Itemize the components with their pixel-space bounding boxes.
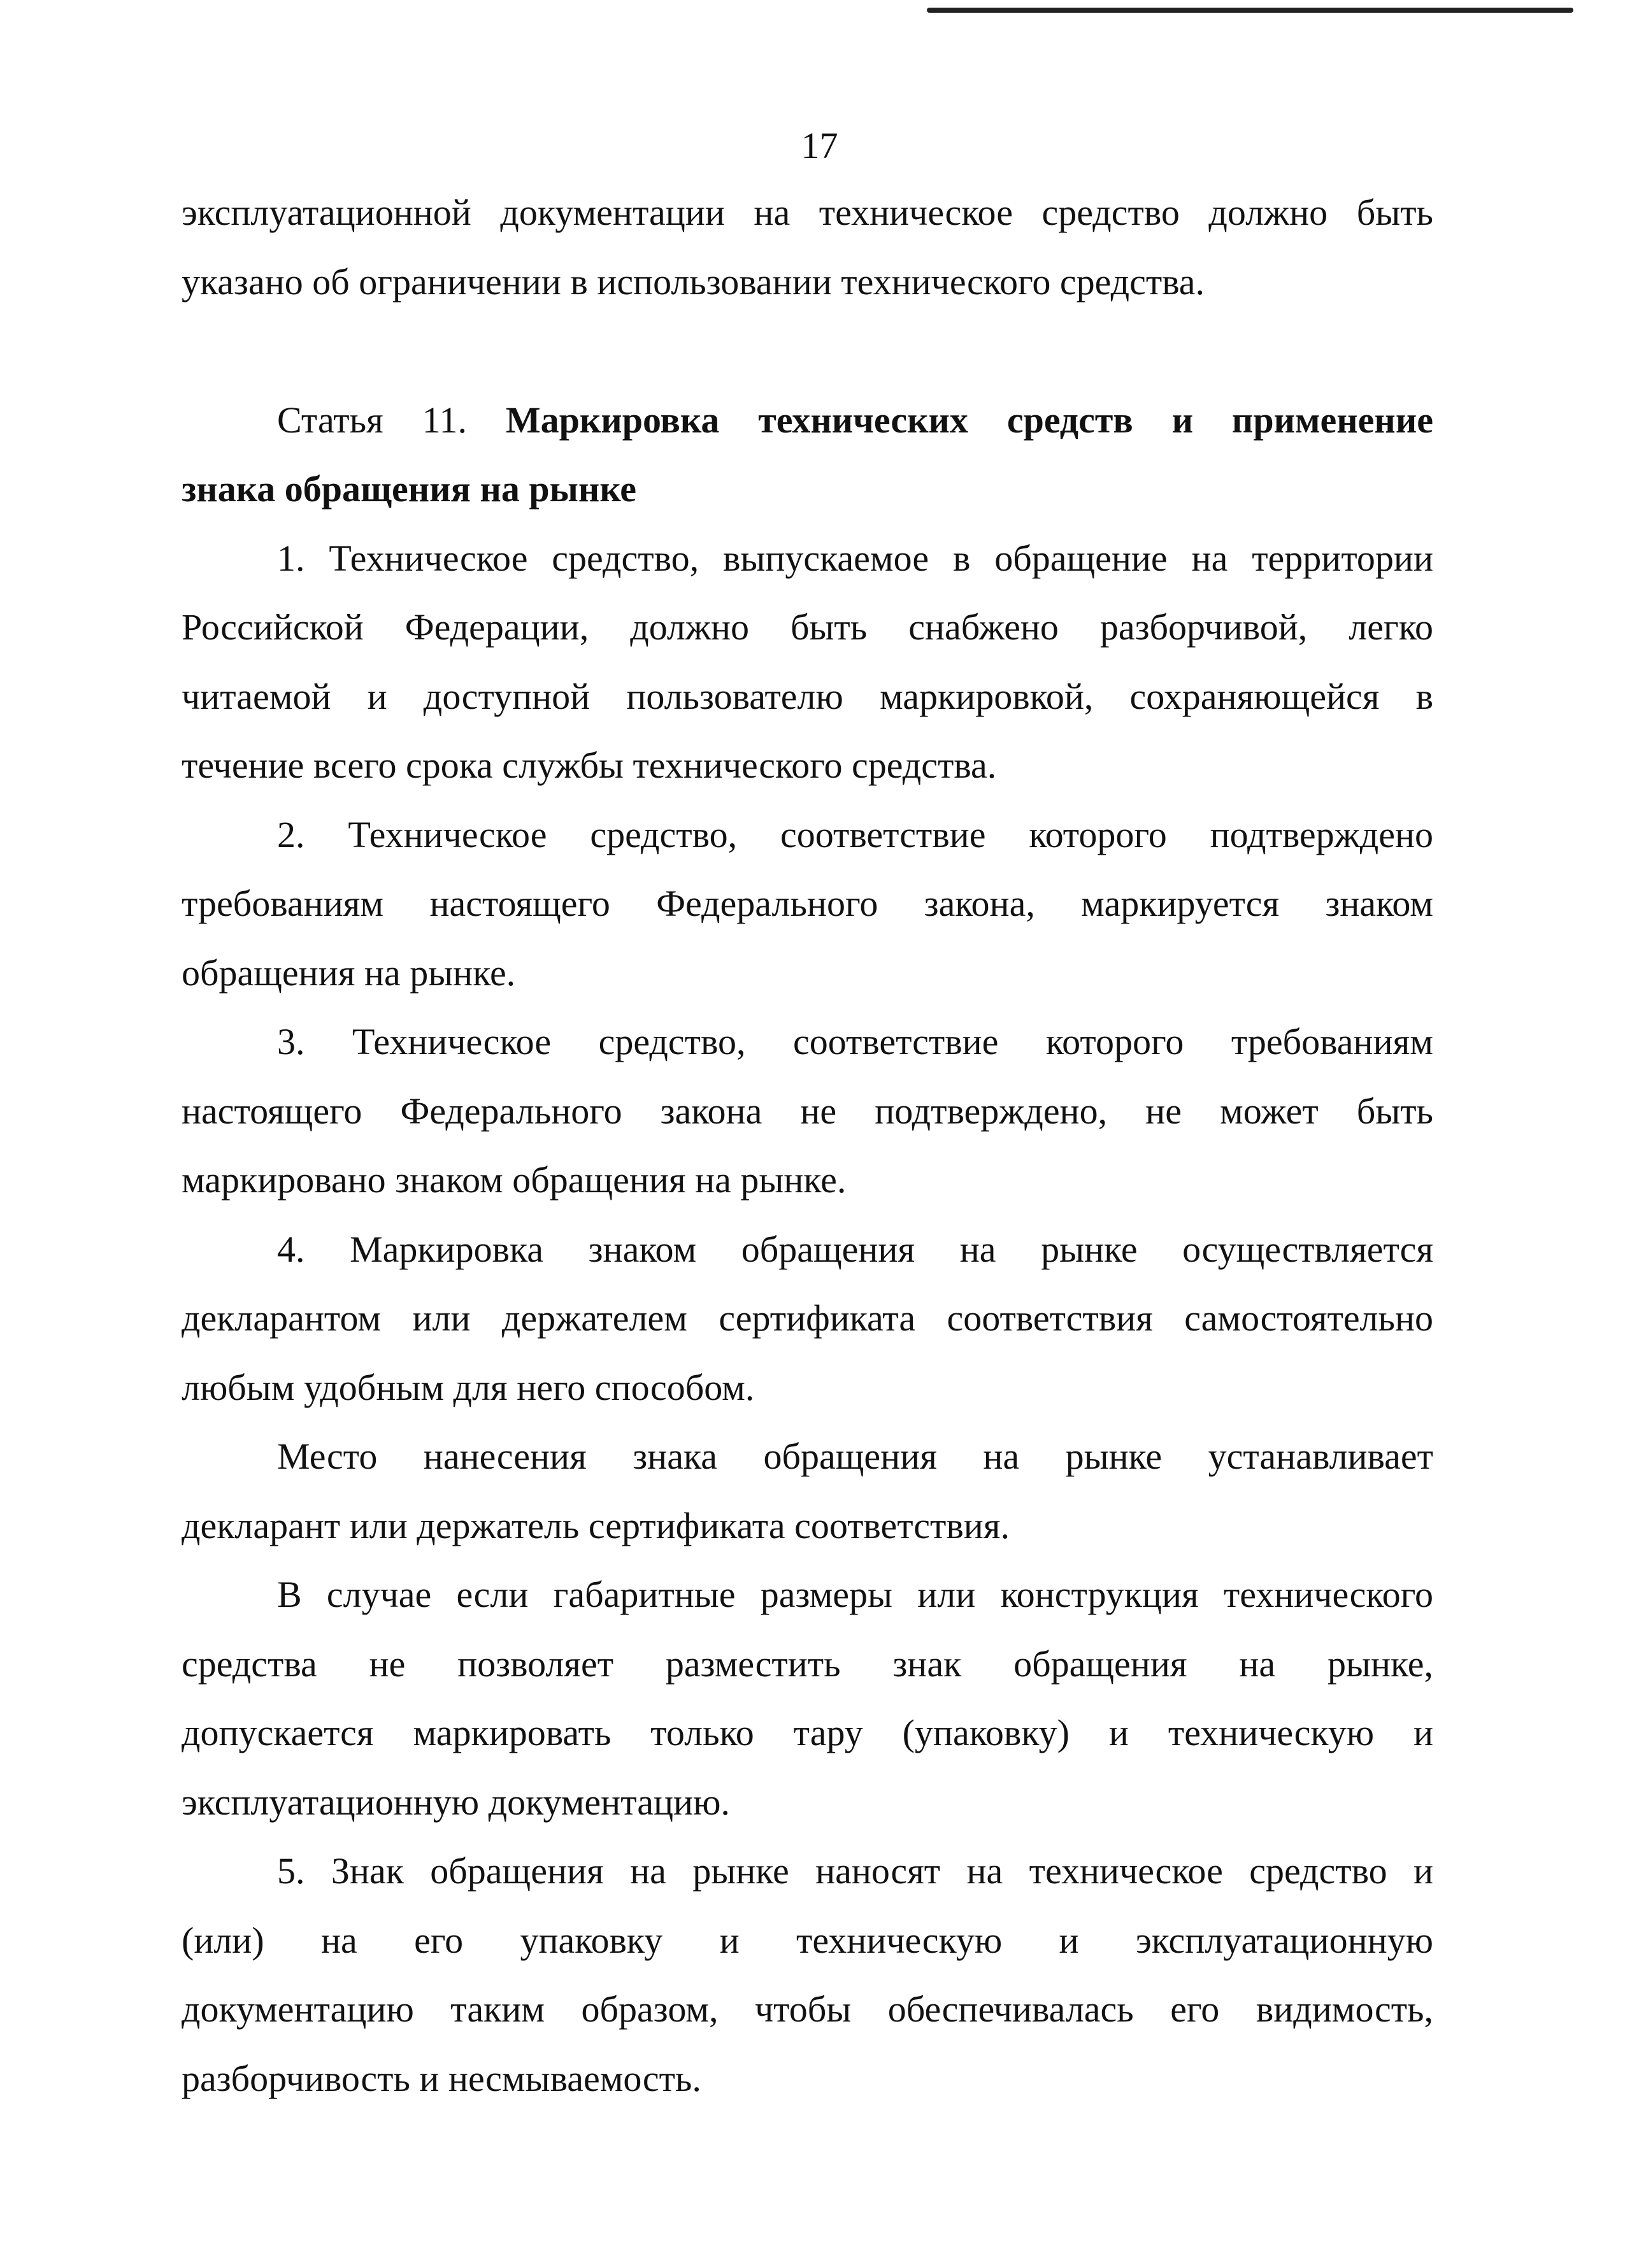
paragraph-line: Место нанесения знака обращения на рынке устанавливает xyxy=(277,1436,1433,1477)
paragraph-line: 1. Техническое средство, выпускаемое в обращение на территории xyxy=(277,537,1433,579)
paragraph-line: маркировано знаком обращения на рынке. xyxy=(182,1159,847,1201)
article-title: Маркировка технических средств и применение xyxy=(505,399,1433,441)
top-rule-line xyxy=(927,8,1573,13)
paragraph-line: декларант или держатель сертификата соответствия. xyxy=(182,1504,1010,1546)
paragraph-line: В случае если габаритные размеры или конструкция технического xyxy=(277,1574,1433,1615)
paragraph-line: эксплуатационной документации на техническое средство должно быть xyxy=(182,192,1433,233)
paragraph-line: 5. Знак обращения на рынке наносят на техническое средство и xyxy=(277,1850,1433,1892)
paragraph-line: течение всего срока службы технического средства. xyxy=(182,745,997,786)
article-heading xyxy=(182,386,1433,455)
paragraph-line: допускается маркировать только тару (упаковку) и техническую и xyxy=(182,1712,1433,1753)
paragraph-line: эксплуатационную документацию. xyxy=(182,1781,730,1823)
document-body xyxy=(182,178,1433,2113)
page-number: 17 xyxy=(801,125,838,166)
paragraph-line: любым удобным для него способом. xyxy=(182,1366,755,1408)
article-heading-cont xyxy=(182,455,1433,524)
paragraph-line: (или) на его упаковку и техническую и эксплуатационную xyxy=(182,1919,1433,1961)
paragraph-line: 2. Техническое средство, соответствие которого подтверждено xyxy=(277,813,1433,855)
paragraph-line: указано об ограничении в использовании технического средства. xyxy=(182,260,1205,303)
paragraph-line: читаемой и доступной пользователю маркировкой, сохраняющейся в xyxy=(182,675,1433,717)
paragraph-line: настоящего Федерального закона не подтверждено, не может быть xyxy=(182,1090,1433,1132)
paragraph-line: разборчивость и несмываемость. xyxy=(182,2057,701,2099)
article-number: Статья 11. xyxy=(277,399,467,441)
paragraph-line: средства не позволяет разместить знак обращения на рынке, xyxy=(182,1643,1433,1685)
article-title-cont: знака обращения на рынке xyxy=(182,468,637,510)
paragraph-line: 4. Маркировка знаком обращения на рынке осуществляется xyxy=(277,1228,1433,1270)
paragraph-line: Российской Федерации, должно быть снабжено разборчивой, легко xyxy=(182,606,1433,648)
paragraph-line: требованиям настоящего Федерального закона, маркируется знаком xyxy=(182,883,1433,924)
paragraph-line: обращения на рынке. xyxy=(182,952,516,994)
paragraph-line: 3. Техническое средство, соответствие которого требованиям xyxy=(277,1021,1433,1062)
paragraph-line: документацию таким образом, чтобы обеспечивалась его видимость, xyxy=(182,1988,1433,2030)
paragraph-line: декларантом или держателем сертификата соответствия самостоятельно xyxy=(182,1297,1433,1339)
